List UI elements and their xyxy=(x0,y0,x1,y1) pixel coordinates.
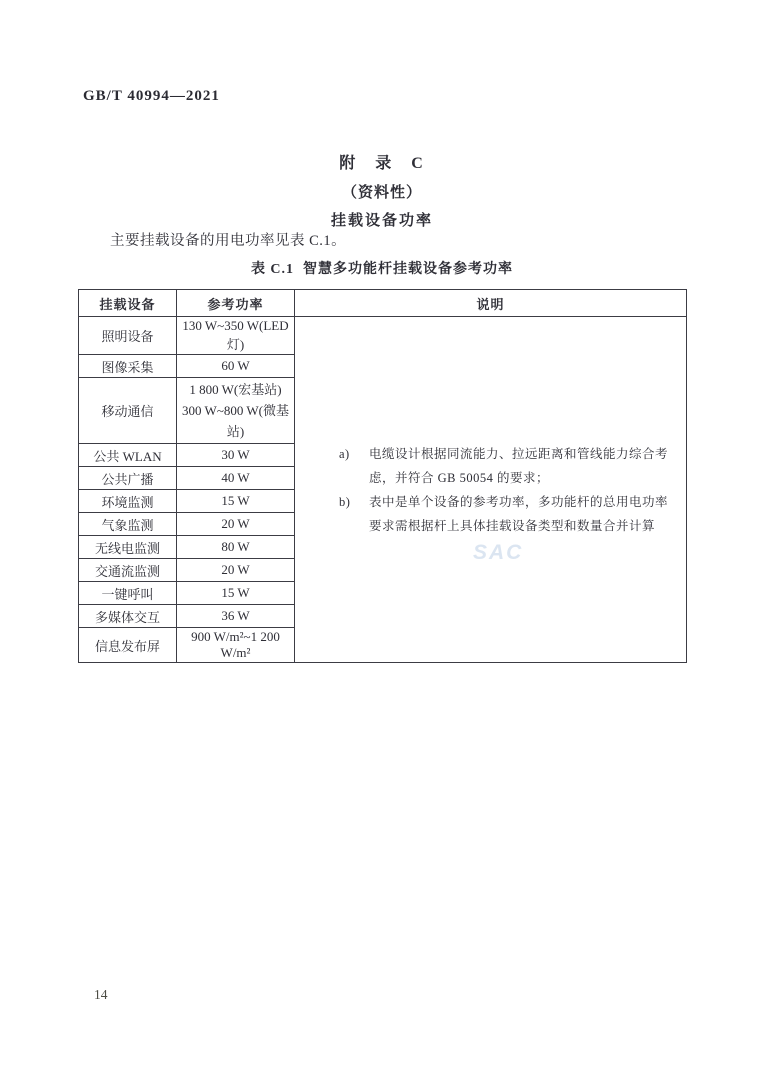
device-cell: 交通流监测 xyxy=(79,559,177,582)
table-caption: 表 C.1 智慧多功能杆挂载设备参考功率 xyxy=(250,262,514,277)
column-header-notes: 说明 xyxy=(295,290,687,317)
sac-watermark: SAC xyxy=(473,541,524,564)
power-cell: 130 W~350 W(LED 灯) xyxy=(177,317,295,355)
document-number: GB/T 40994—2021 xyxy=(83,88,220,104)
table-header-row xyxy=(79,290,687,317)
device-cell: 环境监测 xyxy=(79,490,177,513)
power-cell: 36 W xyxy=(177,605,295,628)
notes-cell xyxy=(295,317,687,663)
power-line-1: 1 800 W(宏基站) xyxy=(189,382,282,397)
power-cell: 900 W/m²~1 200 W/m² xyxy=(177,628,295,663)
device-cell: 气象监测 xyxy=(79,513,177,536)
device-cell: 多媒体交互 xyxy=(79,605,177,628)
appendix-title: 附 录 C xyxy=(339,155,425,172)
note-label: b) xyxy=(339,494,351,509)
power-line-2: 300 W~800 W(微基站) xyxy=(182,403,289,439)
power-cell: 30 W xyxy=(177,444,295,467)
note-item-a xyxy=(339,442,668,490)
appendix-title-block xyxy=(78,150,686,230)
note-item-b xyxy=(339,490,668,538)
power-cell: 20 W xyxy=(177,559,295,582)
device-cell: 照明设备 xyxy=(79,317,177,355)
equipment-power-table xyxy=(78,289,687,663)
note-text: 电缆设计根据同流能力、拉远距离和管线能力综合考虑，并符合 GB 50054 的要求； xyxy=(369,446,669,485)
device-cell: 图像采集 xyxy=(79,355,177,378)
power-cell: 15 W xyxy=(177,582,295,605)
device-cell: 无线电监测 xyxy=(79,536,177,559)
note-text: 表中是单个设备的参考功率，多功能杆的总用电功率要求需根据杆上具体挂载设备类型和数量合并计算 xyxy=(369,494,669,533)
device-cell: 信息发布屏 xyxy=(79,628,177,663)
appendix-subtitle: （资料性） xyxy=(341,185,422,201)
power-cell: 15 W xyxy=(177,490,295,513)
power-cell: 60 W xyxy=(177,355,295,378)
power-cell: 80 W xyxy=(177,536,295,559)
device-cell: 一键呼叫 xyxy=(79,582,177,605)
intro-paragraph: 主要挂载设备的用电功率见表 C.1。 xyxy=(110,233,347,249)
column-header-device: 挂载设备 xyxy=(79,290,177,317)
power-cell: 40 W xyxy=(177,467,295,490)
power-cell xyxy=(177,378,295,444)
appendix-heading: 挂载设备功率 xyxy=(330,213,433,229)
device-cell: 移动通信 xyxy=(79,378,177,444)
note-label: a) xyxy=(339,446,350,461)
column-header-power: 参考功率 xyxy=(177,290,295,317)
page-number: 14 xyxy=(94,987,108,1002)
table-row xyxy=(79,317,687,355)
device-cell: 公共 WLAN xyxy=(79,444,177,467)
device-cell: 公共广播 xyxy=(79,467,177,490)
power-cell: 20 W xyxy=(177,513,295,536)
